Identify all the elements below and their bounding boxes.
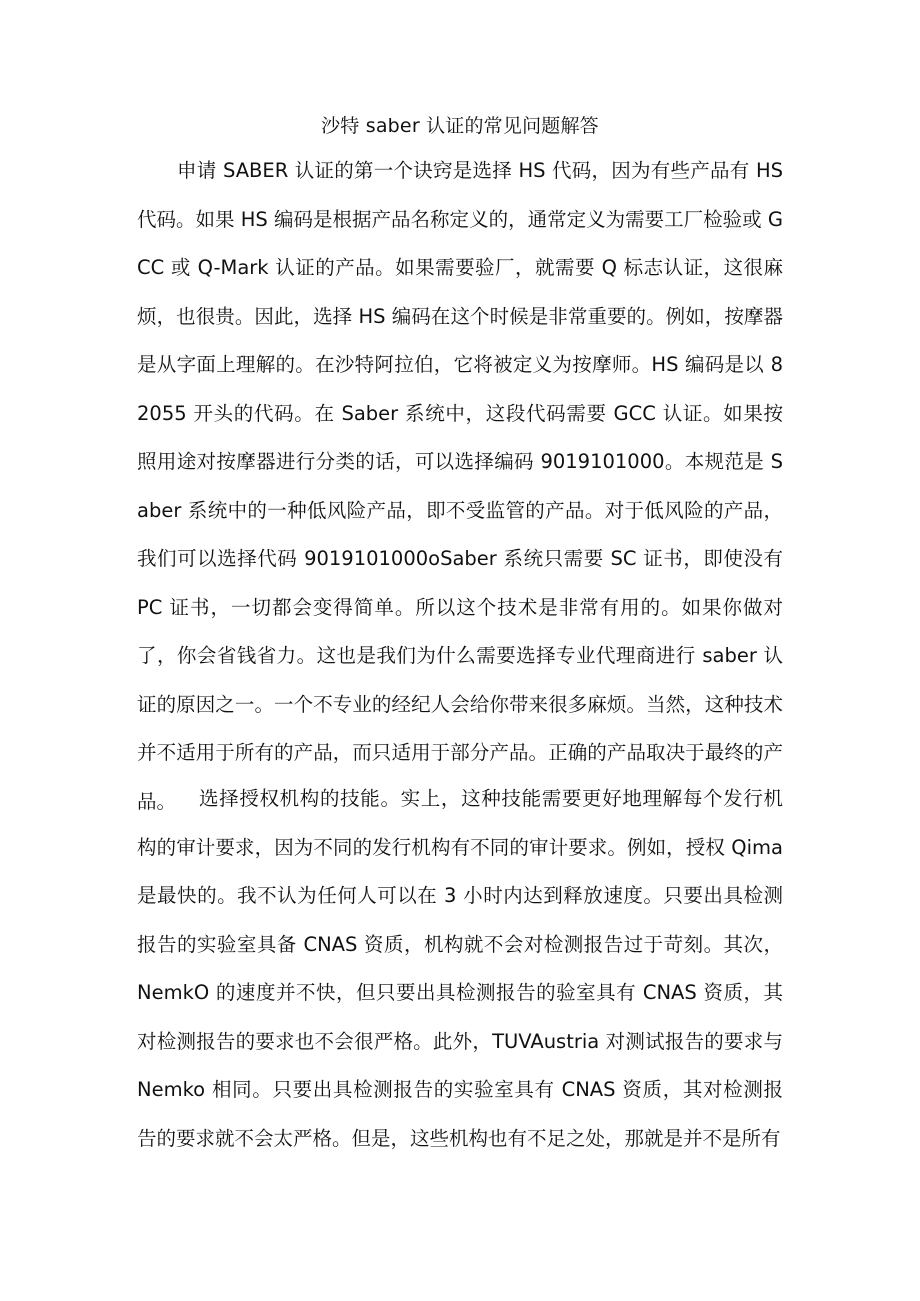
paragraph-issuing-body: 选择授权机构的技能。实上，这种技能需要更好地理解每个发行机构的审计要求，因为不同的发行机构有不同的审计要求。例如，授权 Qima 是最快的。我不认为任何人可以在 3 小时内达到释放速度。只要出具检测报告的实验室具备 CNAS 资质，机构就不会对检测报告过于苛刻。其次，NemkO 的速度并不快，但只要出具检测报告的验室具有 CNAS 资质，其对检测报告的要求也不会很严格。此外，TUVAustria 对测试报告的要求与 Nemko 相同。只要出具检测报告的实验室具有 CNAS 资质，其对检测报告的要求就不会太严格。但是，这些机构也有不足之处，那就是并不是所有 xyxy=(137,787,783,1150)
paragraph-hs-code: 申请 SABER 认证的第一个诀窍是选择 HS 代码，因为有些产品有 HS 代码。如果 HS 编码是根据产品名称定义的，通常定义为需要工厂检验或 GCC 或 Q-Mark 认证的产品。如果需要验厂，就需要 Q 标志认证，这很麻烦，也很贵。因此，选择 HS 编码在这个时候是非常重要的。例如，按摩器是从字面上理解的。在沙特阿拉伯，它将被定义为按摩师。HS 编码是以 82055 开头的代码。在 Saber 系统中，这段代码需要 GCC 认证。如果按照用途对按摩器进行分类的话，可以选择编码 9019101000。本规范是 Saber 系统中的一种低风险产品，即不受监管的产品。对于低风险的产品，我们可以选择代码 9019101000oSaber 系统只需要 SC 证书，即使没有 PC 证书，一切都会变得简单。所以这个技术是非常有用的。如果你做对了，你会省钱省力。这也是我们为什么需要选择专业代理商进行 saber 认证的原因之一。一个不专业的经纪人会给你带来很多麻烦。当然，这种技术并不适用于所有的产品，而只适用于部分产品。正确的产品取决于最终的产品。 xyxy=(137,159,783,813)
document-title: 沙特 saber 认证的常见问题解答 xyxy=(321,115,599,137)
